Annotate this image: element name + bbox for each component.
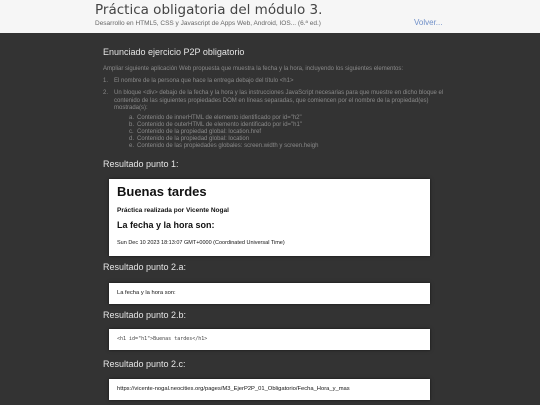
sub-requirement-letter: c. [129,129,134,136]
sub-requirement-item [129,115,448,122]
sub-requirement-letter: e. [129,143,135,150]
exercise-intro: Ampliar siguiente aplicación Web propuesta que muestra la fecha y la hora, incluyendo los siguientes elementos: [103,66,404,72]
result-2a-card [109,283,430,304]
sub-requirement-text: Contenido de outerHTML de elemento identificado por id="h1" [137,122,302,129]
sub-requirement-text: Contenido de la propiedad global: location [137,136,250,143]
sub-requirement-letter: d. [129,136,135,143]
result-2b-label: Resultado punto 2.b: [103,310,187,320]
author-line: Práctica realizada por Vicente Nogal [117,207,229,214]
requirement-number: 2. [103,90,109,97]
page-title: Práctica obligatoria del módulo 3. [95,2,323,18]
sub-requirement-item [129,122,448,129]
date-value: Sun Dec 10 2023 18:13:07 GMT+0000 (Coordinated Universal Time) [117,240,285,246]
exercise-title: Enunciado ejercicio P2P obligatorio [103,47,245,57]
requirement-item [103,78,448,85]
sub-requirement-text: Contenido de las propiedades globales: screen.width y screen.heigh [137,143,319,150]
greeting-heading: Buenas tardes [117,184,207,199]
sub-requirement-text: Contenido de la propiedad global: location.href [137,129,262,136]
sub-requirement-text: Contenido de innerHTML de elemento identificado por id="h2" [137,115,302,122]
page-subtitle: Desarrollo en HTML5, CSS y Javascript de Apps Web, Android, IOS... (6.ª ed.) [95,20,321,27]
main-content [0,33,540,405]
sub-requirement-letter: a. [129,115,135,122]
result-1-card [109,179,430,256]
sub-requirement-item [129,136,448,143]
back-link[interactable]: Volver... [414,18,443,27]
sub-requirements-list [114,115,448,150]
requirement-item [103,90,448,150]
requirement-text: Un bloque <div> debajo de la fecha y la hora y las instrucciones JavaScript necesarias para que muestre en dicho bloque el contenido de las siguientes propiedades DOM en líneas separadas, que comiencen por el nombre de la propiedad(es) mostrada(s): [114,90,444,111]
result-2b-code: <h1 id="h1">Buenas tardes</h1> [117,336,208,342]
sub-requirement-letter: b. [129,122,135,129]
result-2c-label: Resultado punto 2.c: [103,359,186,369]
result-2a-label: Resultado punto 2.a: [103,262,187,272]
requirement-text: El nombre de la persona que hace la entrega debajo del título <h1> [114,78,294,84]
sub-requirement-item [129,129,448,136]
result-1-label: Resultado punto 1: [103,159,179,169]
result-2c-url: https://vicente-nogal.neocities.org/pages/M3_EjerP2P_01_Obligatorio/Fecha_Hora_y_mas [117,386,350,392]
result-2c-card [109,379,430,400]
result-2a-text: La fecha y la hora son: [117,290,176,296]
requirements-list [103,78,448,155]
sub-requirement-item [129,143,448,150]
date-heading: La fecha y la hora son: [117,220,215,230]
requirement-number: 1. [103,78,109,84]
page-header [0,0,540,33]
result-2b-card [109,329,430,350]
